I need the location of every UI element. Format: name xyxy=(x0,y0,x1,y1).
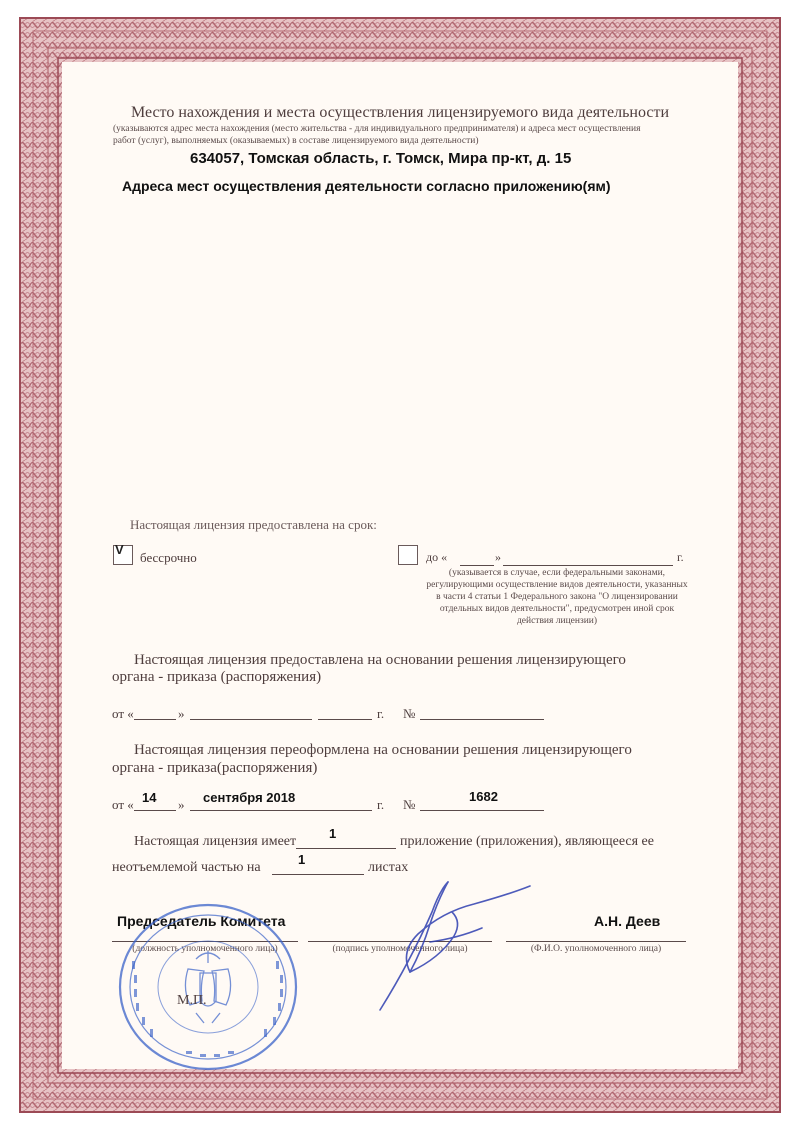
addresses-note: Адреса мест осуществления деятельности согласно приложению(ям) xyxy=(122,178,611,194)
basis-from-mid: » xyxy=(178,706,185,721)
basis-year-line xyxy=(318,705,372,720)
basis-month-line xyxy=(190,705,312,720)
reissue-line2: органа - приказа(распоряжения) xyxy=(112,760,318,776)
signature-caption: (подпись уполномоченного лица) xyxy=(332,944,468,954)
unlimited-label: бессрочно xyxy=(140,550,197,565)
official-seal xyxy=(116,901,300,1073)
until-prefix: до « xyxy=(426,550,448,564)
reissue-line1: Настоящая лицензия переоформлена на основании решения лицензирующего xyxy=(134,742,632,758)
location-note-line2: работ (услуг), выполняемых (оказываемых) в составе лицензируемого вида деятельности) xyxy=(113,136,479,146)
appendix-sheets: 1 xyxy=(298,852,306,867)
reissue-from-mid: » xyxy=(178,797,185,812)
main-address: 634057, Томская область, г. Томск, Мира пр-кт, д. 15 xyxy=(190,150,572,167)
appendix-sheets-line xyxy=(272,860,364,875)
location-title: Место нахождения и места осуществления лицензируемого вида деятельности xyxy=(130,104,670,121)
basis-from-prefix: от « xyxy=(112,706,134,721)
signatory-position: Председатель Комитета xyxy=(117,913,286,929)
appendix-line1-prefix: Настоящая лицензия имеет xyxy=(134,834,297,849)
until-note: (указывается в случае, если федеральными законами, регулирующими осуществление видов деятельности, указанных в части 4 статьи 1 Федерального закона "О лицензировании отдельных видов деятельности", предусмотрен иной срок действия лицензии) xyxy=(426,568,688,626)
check-mark: V xyxy=(115,542,124,557)
appendix-line1-suffix: приложение (приложения), являющееся ее xyxy=(400,834,654,849)
basis-year-suffix: г. xyxy=(377,706,385,721)
basis-line1: Настоящая лицензия предоставлена на основании решения лицензирующего xyxy=(134,652,626,668)
reissue-day: 14 xyxy=(142,790,157,805)
until-mid: » xyxy=(495,550,501,564)
basis-number-prefix: № xyxy=(403,706,416,721)
appendix-count: 1 xyxy=(329,826,337,841)
appendix-count-line xyxy=(296,834,396,849)
reissue-from-prefix: от « xyxy=(112,797,134,812)
position-caption: (должность уполномоченного лица) xyxy=(132,944,278,954)
basis-number-line xyxy=(420,705,544,720)
basis-line2: органа - приказа (распоряжения) xyxy=(112,669,322,685)
reissue-number: 1682 xyxy=(469,789,498,804)
signatory-name: А.Н. Деев xyxy=(594,913,661,929)
until-day-line xyxy=(460,551,494,566)
seal-mark: М.П. xyxy=(177,993,207,1008)
reissue-year-suffix: г. xyxy=(377,797,385,812)
until-date-line xyxy=(503,551,673,566)
reissue-month-year: сентября 2018 xyxy=(203,790,296,805)
appendix-line2-prefix: неотъемлемой частью на xyxy=(112,860,261,875)
name-caption: (Ф.И.О. уполномоченного лица) xyxy=(530,944,662,954)
reissue-number-prefix: № xyxy=(403,797,416,812)
until-suffix: г. xyxy=(677,550,684,564)
until-checkbox xyxy=(398,545,418,565)
term-intro: Настоящая лицензия предоставлена на срок: xyxy=(130,517,377,532)
handwritten-signature xyxy=(370,872,540,1017)
appendix-line2-suffix: листах xyxy=(368,860,409,875)
unlimited-checkbox xyxy=(113,542,133,565)
basis-day-line xyxy=(134,705,176,720)
location-note-line1: (указываются адрес места нахождения (место жительства - для индивидуального предпринимателя) и адреса мест осуществления xyxy=(113,124,641,134)
